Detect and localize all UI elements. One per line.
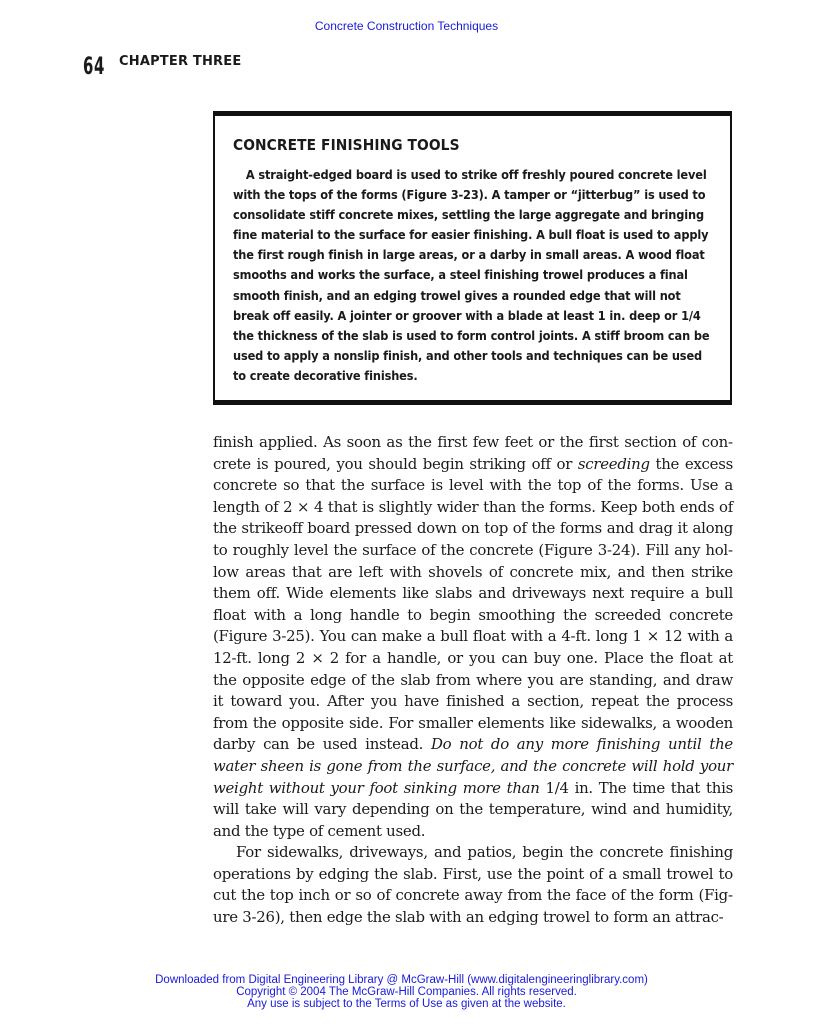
main-body-text [213,432,733,929]
paragraph-1-text-c: in. The time that this will take will vary depending on the temperature, wind and humidity, and the type of cement used. [213,778,733,840]
paragraph-1-emphasis-screeding: screeding [577,454,650,473]
sidebar-box [213,111,732,405]
sidebar-body-part-1: A straight-edged board is used to strike off freshly poured concrete level with the tops of the forms (Figure 3-23). A tamper or “jitterbug” is used to consolidate stiff concrete mixes, settling the large aggregate and bringing fine material to the surface for easier finishing. A bull float is used to apply the first rough finish in large areas, or a darby in small areas. A wood float smooths and works the surface, a steel finishing trowel produces a final smooth finish, and an edging trowel gives a rounded edge that will not break off easily. A jointer or groover with a blade at least 1 in. deep or [233,167,709,323]
paragraph-2: For sidewalks, driveways, and patios, begin the concrete finishing operations by edging the slab. First, use the point of a small trowel to cut the top inch or so of concrete away from the face of the form (Figure 3-26), then edge the slab with an edging trowel to form an attrac- [213,843,733,927]
footer-copyright: Copyright © 2004 The McGraw-Hill Companies. All rights reserved. [236,986,577,998]
footer-notice [0,974,813,1010]
sidebar-fraction: 1/4 [681,307,701,323]
footer-download-link[interactable]: Downloaded from Digital Engineering Library @ McGraw-Hill (www.digitalengineeringlibrary.com) [155,974,648,986]
paragraph-1-fraction: 1/4 [545,778,569,797]
sidebar-body-part-2: the thickness of the slab is used to form control joints. A stiff broom can be used to apply a nonslip finish, and other tools and techniques can be used to create decorative finishes. [233,327,710,383]
paragraph-1-emphasis-warning: Do not do any more finishing until the water sheen is gone from the surface, and the concrete will hold your weight without your foot sinking more than [213,735,733,797]
paragraph-1-text-a: finish applied. As soon as the first few feet or the first section of concrete is poured, you should begin striking off or [213,433,733,473]
sidebar-body [233,165,709,386]
page-number: 64 [83,52,105,80]
paragraph-1 [213,432,733,842]
book-title-link[interactable]: Concrete Construction Techniques [314,19,499,33]
paragraph-1-text-b: the excess concrete so that the surface is level with the top of the forms. Use a length of 2 × 4 that is slightly wider than the forms. Keep both ends of the strikeoff board pressed down on top of the forms and drag it along to roughly level the surface of the concrete (Figure 3-24). Fill any hollow areas that are left with shovels of concrete mix, and then strike them off. Wide elements like slabs and driveways next require a bull float with a long handle to begin smoothing the screeded concrete (Figure 3-25). You can make a bull float with a 4-ft. long 1 × 12 with a 12-ft. long 2 × 2 for a handle, or you can buy one. Place the float at the opposite edge of the slab from where you are standing, and draw it toward you. After you have finished a section, repeat the process from the opposite side. For smaller elements like sidewalks, a wooden darby can be used instead. [213,454,733,754]
chapter-label: CHAPTER THREE [119,54,242,69]
footer-terms: Any use is subject to the Terms of Use as given at the website. [247,998,566,1010]
sidebar-title: CONCRETE FINISHING TOOLS [233,136,460,154]
